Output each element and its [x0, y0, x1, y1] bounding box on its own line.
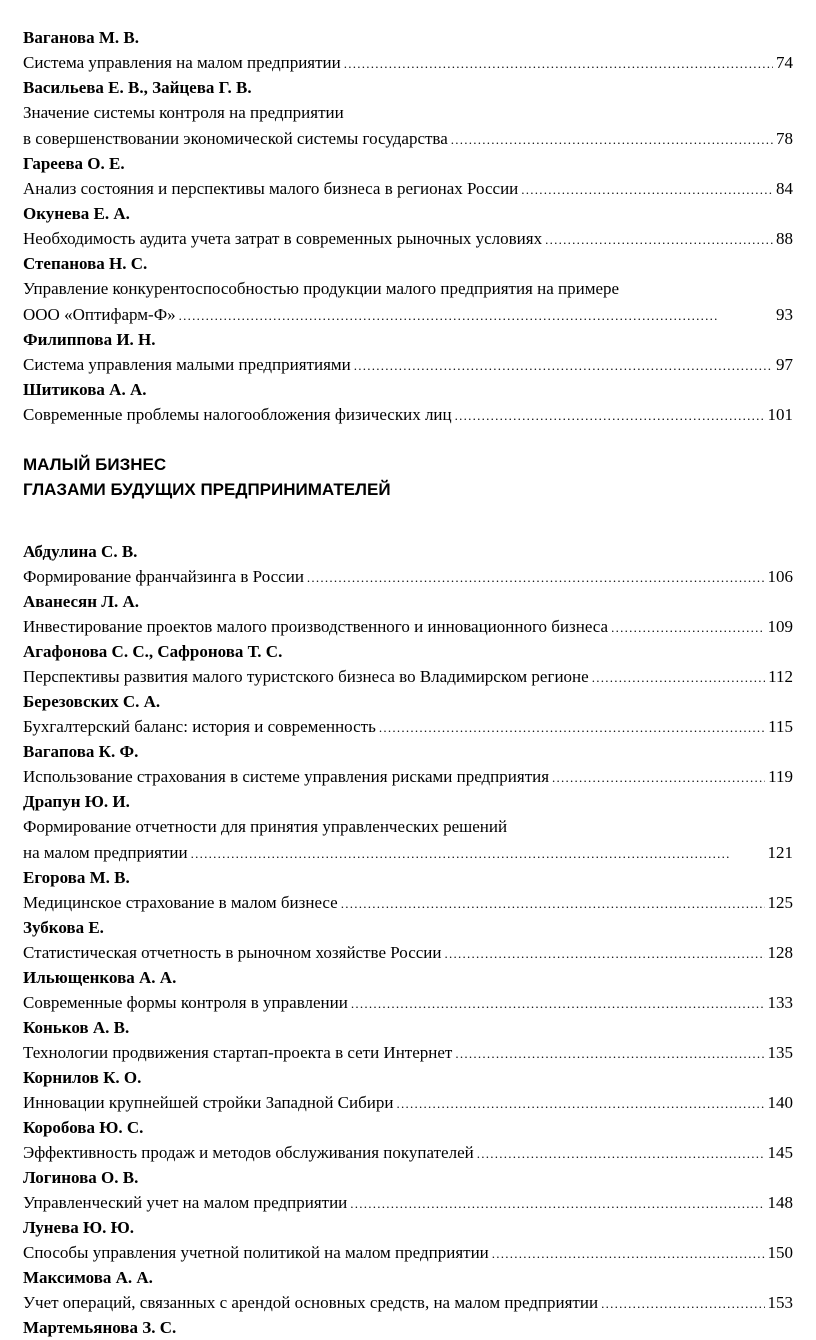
- toc-entry-page-number: 115: [768, 717, 793, 736]
- toc-entry-title-line: [23, 276, 793, 302]
- toc-entry-author: Вагапова К. Ф.: [23, 742, 139, 761]
- toc-group-2: [23, 540, 793, 1340]
- toc-entry-title-line: [23, 50, 793, 76]
- toc-entry-page-number: 121: [767, 843, 793, 862]
- toc-entry-title: Эффективность продаж и методов обслуживания покупателей: [23, 1143, 474, 1162]
- toc-entry-page-number: 106: [767, 567, 793, 586]
- toc-entry-title-line: [23, 100, 793, 126]
- toc-group-1: [23, 26, 793, 428]
- toc-entry-author: Степанова Н. С.: [23, 254, 148, 273]
- toc-entry-title: на малом предприятии: [23, 843, 188, 862]
- table-of-contents: [23, 26, 793, 1340]
- dot-leader: [592, 665, 765, 691]
- toc-entry-author: Аванесян Л. А.: [23, 592, 139, 611]
- toc-entry-page-number: 93: [776, 305, 793, 324]
- toc-entry-title: Формирование отчетности для принятия управленческих решений: [23, 817, 508, 836]
- toc-entry-page-number: 135: [767, 1043, 793, 1062]
- toc-entry-title: Технологии продвижения стартап-проекта в сети Интернет: [23, 1043, 453, 1062]
- toc-entry: [23, 690, 793, 740]
- toc-entry-title: Необходимость аудита учета затрат в современных рыночных условиях: [23, 229, 543, 248]
- toc-entry-author: Максимова А. А.: [23, 1268, 153, 1287]
- toc-entry-title-line: [23, 1090, 793, 1116]
- dot-leader: [379, 715, 765, 741]
- dot-leader: [601, 1291, 764, 1317]
- toc-entry-title: Инновации крупнейшей стройки Западной Сибири: [23, 1093, 394, 1112]
- toc-entry-author: Логинова О. В.: [23, 1168, 139, 1187]
- toc-entry-title: Система управления на малом предприятии: [23, 53, 341, 72]
- dot-leader: [451, 127, 773, 153]
- toc-entry-author: Гареева О. Е.: [23, 154, 125, 173]
- toc-entry-page-number: 140: [767, 1093, 793, 1112]
- toc-entry-title-line: [23, 1290, 793, 1316]
- toc-entry-page-number: 148: [767, 1193, 793, 1212]
- toc-entry: [23, 202, 793, 252]
- section-heading-line-2: ГЛАЗАМИ БУДУЩИХ ПРЕДПРИНИМАТЕЛЕЙ: [23, 480, 391, 499]
- toc-entry-page-number: 101: [767, 405, 793, 424]
- toc-entry-title-line: [23, 764, 793, 790]
- toc-entry-title-line: [23, 402, 793, 428]
- toc-entry-title-line: [23, 352, 793, 378]
- toc-entry-author: Коробова Ю. С.: [23, 1118, 144, 1137]
- dot-leader: [191, 841, 765, 867]
- dot-leader: [307, 565, 765, 591]
- toc-entry-author: Егорова М. В.: [23, 868, 130, 887]
- toc-entry: [23, 76, 793, 152]
- toc-entry: [23, 1316, 793, 1340]
- dot-leader: [545, 227, 773, 253]
- toc-entry: [23, 252, 793, 328]
- toc-entry-author: Березовских С. А.: [23, 692, 161, 711]
- toc-entry-title-line: [23, 840, 793, 866]
- toc-entry-page-number: 150: [767, 1243, 793, 1262]
- toc-entry-author: Абдулина С. В.: [23, 542, 138, 561]
- toc-entry-title-line: [23, 890, 793, 916]
- toc-entry-title-line: [23, 1240, 793, 1266]
- toc-entry-title-line: [23, 1040, 793, 1066]
- toc-entry-title-line: [23, 664, 793, 690]
- toc-entry-title: Управленческий учет на малом предприятии: [23, 1193, 348, 1212]
- toc-entry-title: Перспективы развития малого туристского бизнеса во Владимирском регионе: [23, 667, 589, 686]
- toc-entry-title-line: [23, 940, 793, 966]
- toc-entry-author: Корнилов К. О.: [23, 1068, 142, 1087]
- toc-entry-author: Зубкова Е.: [23, 918, 104, 937]
- dot-leader: [444, 941, 764, 967]
- dot-leader: [351, 991, 765, 1017]
- toc-entry-title: Способы управления учетной политикой на малом предприятии: [23, 1243, 489, 1262]
- toc-entry: [23, 1216, 793, 1266]
- toc-entry-title: Современные формы контроля в управлении: [23, 993, 348, 1012]
- toc-entry-author: Драпун Ю. И.: [23, 792, 130, 811]
- toc-entry: [23, 740, 793, 790]
- toc-entry-page-number: 109: [767, 617, 793, 636]
- toc-entry-title-line: [23, 226, 793, 252]
- toc-entry: [23, 540, 793, 590]
- toc-entry-page-number: 128: [767, 943, 793, 962]
- dot-leader: [455, 403, 765, 429]
- toc-entry-title: Формирование франчайзинга в России: [23, 567, 304, 586]
- toc-entry-title: Статистическая отчетность в рыночном хозяйстве России: [23, 943, 442, 962]
- toc-entry: [23, 26, 793, 76]
- toc-entry-title-line: [23, 1190, 793, 1216]
- toc-entry: [23, 790, 793, 866]
- toc-entry-author: Шитикова А. А.: [23, 380, 147, 399]
- toc-entry-author: Агафонова С. С., Сафронова Т. С.: [23, 642, 283, 661]
- toc-entry-author: Окунева Е. А.: [23, 204, 130, 223]
- dot-leader: [179, 303, 773, 329]
- toc-entry-title-line: [23, 176, 793, 202]
- dot-leader: [344, 51, 773, 77]
- toc-entry-title-line: [23, 126, 793, 152]
- dot-leader: [521, 177, 773, 203]
- toc-entry-title: Медицинское страхование в малом бизнесе: [23, 893, 338, 912]
- dot-leader: [350, 1191, 764, 1217]
- toc-entry-author: Васильева Е. В., Зайцева Г. В.: [23, 78, 252, 97]
- toc-entry-author: Лунева Ю. Ю.: [23, 1218, 135, 1237]
- toc-entry-title-line: [23, 1140, 793, 1166]
- toc-entry: [23, 328, 793, 378]
- toc-entry-author: Филиппова И. Н.: [23, 330, 156, 349]
- toc-entry-title-line: [23, 714, 793, 740]
- toc-entry-page-number: 74: [776, 53, 793, 72]
- toc-entry-page-number: 145: [767, 1143, 793, 1162]
- toc-entry-title-line: [23, 302, 793, 328]
- toc-entry-author: Мартемьянова З. С.: [23, 1318, 177, 1337]
- toc-entry-title: Инвестирование проектов малого производственного и инновационного бизнеса: [23, 617, 609, 636]
- toc-entry-title: Значение системы контроля на предприятии: [23, 103, 344, 122]
- toc-entry-page-number: 125: [767, 893, 793, 912]
- toc-entry-author: Ильющенкова А. А.: [23, 968, 177, 987]
- dot-leader: [341, 891, 765, 917]
- toc-entry-title: Учет операций, связанных с арендой основных средств, на малом предприятии: [23, 1293, 599, 1312]
- toc-entry-title-line: [23, 564, 793, 590]
- toc-entry-page-number: 97: [776, 355, 793, 374]
- toc-entry: [23, 966, 793, 1016]
- toc-entry: [23, 866, 793, 916]
- toc-entry-page-number: 112: [768, 667, 793, 686]
- toc-entry: [23, 1166, 793, 1216]
- toc-entry-page-number: 153: [767, 1293, 793, 1312]
- toc-entry: [23, 590, 793, 640]
- dot-leader: [492, 1241, 765, 1267]
- toc-entry: [23, 916, 793, 966]
- toc-entry-title: в совершенствовании экономической системы государства: [23, 129, 448, 148]
- section-heading-line-1: МАЛЫЙ БИЗНЕС: [23, 455, 167, 474]
- toc-entry-title-line: [23, 614, 793, 640]
- toc-entry: [23, 1266, 793, 1316]
- dot-leader: [354, 353, 773, 379]
- dot-leader: [611, 615, 764, 641]
- toc-entry-title-line: [23, 990, 793, 1016]
- toc-entry: [23, 640, 793, 690]
- toc-entry: [23, 378, 793, 428]
- section-heading: [23, 452, 793, 502]
- dot-leader: [477, 1141, 765, 1167]
- toc-entry-title: Управление конкурентоспособностью продукции малого предприятия на примере: [23, 279, 620, 298]
- toc-entry-author: Ваганова М. В.: [23, 28, 139, 47]
- toc-entry-page-number: 133: [767, 993, 793, 1012]
- dot-leader: [455, 1041, 764, 1067]
- toc-entry: [23, 152, 793, 202]
- toc-entry-page-number: 119: [768, 767, 793, 786]
- toc-entry-title: Система управления малыми предприятиями: [23, 355, 351, 374]
- toc-entry-title: Бухгалтерский баланс: история и современность: [23, 717, 376, 736]
- toc-entry-title: Использование страхования в системе управления рисками предприятия: [23, 767, 550, 786]
- toc-entry: [23, 1016, 793, 1066]
- toc-entry-page-number: 78: [776, 129, 793, 148]
- toc-entry-title: ООО «Оптифарм-Ф»: [23, 305, 176, 324]
- toc-entry: [23, 1116, 793, 1166]
- dot-leader: [552, 765, 765, 791]
- toc-entry-author: Коньков А. В.: [23, 1018, 130, 1037]
- toc-entry: [23, 1066, 793, 1116]
- toc-entry-title-line: [23, 814, 793, 840]
- toc-entry-title: Современные проблемы налогообложения физических лиц: [23, 405, 452, 424]
- toc-entry-title: Анализ состояния и перспективы малого бизнеса в регионах России: [23, 179, 519, 198]
- toc-entry-page-number: 84: [776, 179, 793, 198]
- dot-leader: [396, 1091, 764, 1117]
- toc-entry-page-number: 88: [776, 229, 793, 248]
